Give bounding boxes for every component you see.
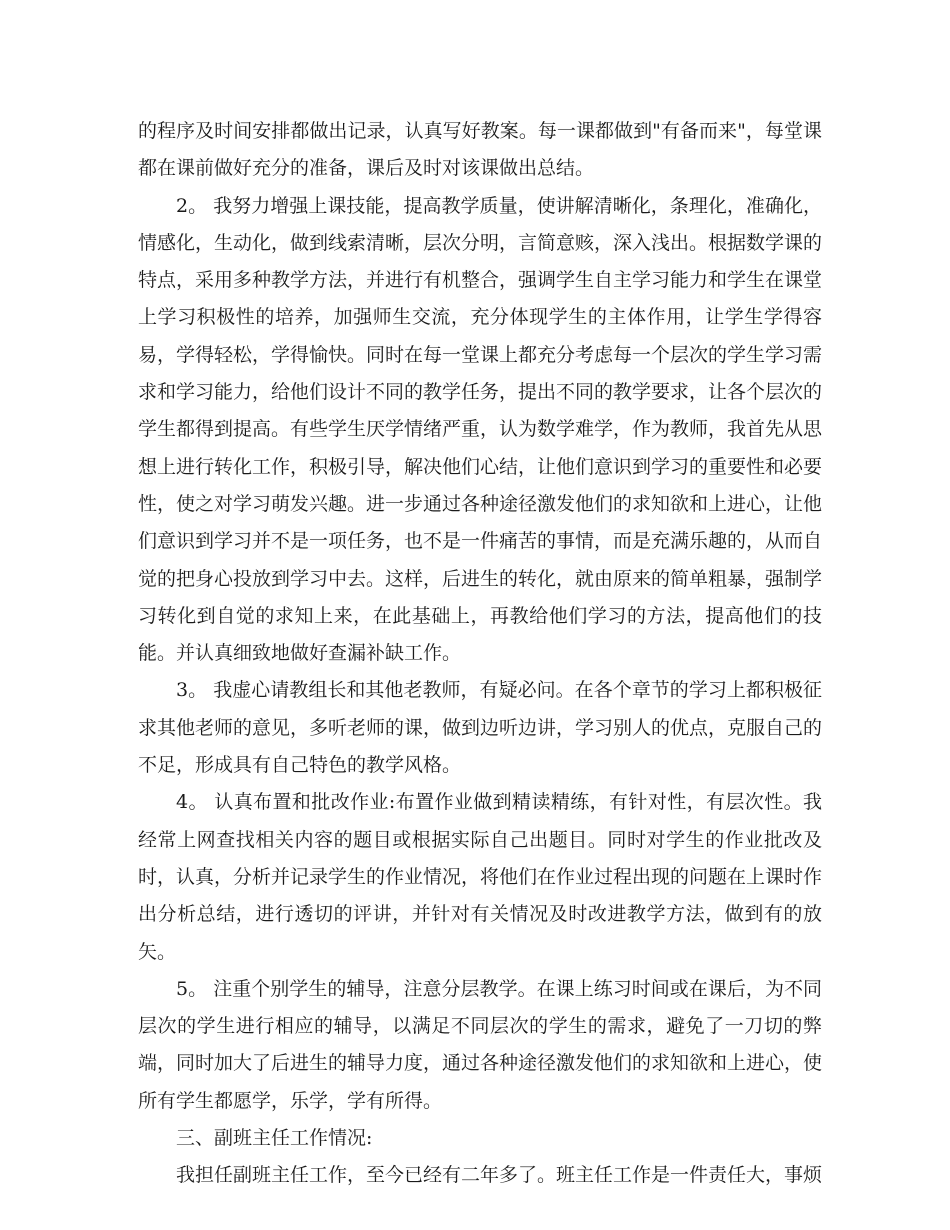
document-body bbox=[138, 113, 822, 1195]
paragraph-item-4: 4。 认真布置和批改作业:布置作业做到精读精练，有针对性，有层次性。我经常上网查找相关内容的题目或根据实际自己出题目。同时对学生的作业批改及时，认真，分析并记录学生的作业情况，将他们在作业过程出现的问题在上课时作出分析总结，进行透切的评讲，并针对有关情况及时改进教学方法，做到有的放矢。 bbox=[138, 791, 823, 963]
paragraph-section-intro: 我担任副班主任工作，至今已经有二年多了。班主任工作是一件责任大，事烦 bbox=[176, 1164, 823, 1187]
section-heading: 三、副班主任工作情况: bbox=[176, 1127, 373, 1150]
paragraph-item-5: 5。 注重个别学生的辅导，注意分层教学。在课上练习时间或在课后，为不同层次的学生进行相应的辅导，以满足不同层次的学生的需求，避免了一刀切的弊端，同时加大了后进生的辅导力度，通过各种途径激发他们的求知欲和上进心，使所有学生都愿学，乐学，学有所得。 bbox=[138, 977, 823, 1112]
paragraph-item-2: 2。 我努力增强上课技能，提高教学质量，使讲解清晰化，条理化，准确化，情感化，生动化，做到线索清晰，层次分明，言简意赅，深入浅出。根据数学课的特点，采用多种教学方法，并进行有机整合，强调学生自主学习能力和学生在课堂上学习积极性的培养，加强师生交流，充分体现学生的主体作用，让学生学得容易，学得轻松，学得愉快。同时在每一堂课上都充分考虑每一个层次的学生学习需求和学习能力，给他们设计不同的教学任务，提出不同的教学要求，让各个层次的学生都得到提高。有些学生厌学情绪严重，认为数学难学，作为教师，我首先从思想上进行转化工作，积极引导，解决他们心结，让他们意识到学习的重要性和必要性，使之对学习萌发兴趣。进一步通过各种途径激发他们的求知欲和上进心，让他们意识到学习并不是一项任务，也不是一件痛苦的事情，而是充满乐趣的，从而自觉的把身心投放到学习中去。这样，后进生的转化，就由原来的简单粗暴，强制学习转化到自觉的求知上来，在此基础上，再教给他们学习的方法，提高他们的技能。并认真细致地做好查漏补缺工作。 bbox=[138, 194, 823, 665]
paragraph-item-3: 3。 我虚心请教组长和其他老教师，有疑必问。在各个章节的学习上都积极征求其他老师的意见，多听老师的课，做到边听边讲，学习别人的优点，克服自己的不足，形成具有自己特色的教学风格。 bbox=[138, 679, 823, 777]
paragraph-continuation: 的程序及时间安排都做出记录，认真写好教案。每一课都做到"有备而来"，每堂课都在课前做好充分的准备，课后及时对该课做出总结。 bbox=[138, 120, 822, 180]
